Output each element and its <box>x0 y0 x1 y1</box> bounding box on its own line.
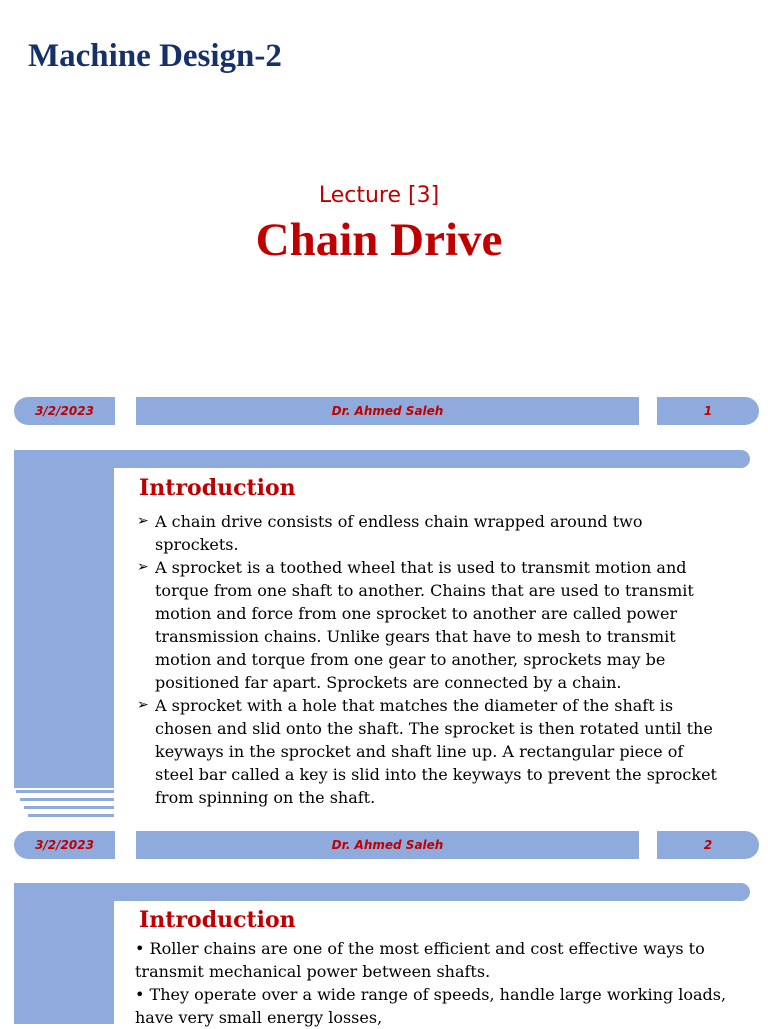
decor-line <box>16 790 114 793</box>
paragraph-block <box>135 937 735 1029</box>
footer-author: Dr. Ahmed Saleh <box>331 838 444 852</box>
bullet-list <box>137 510 727 809</box>
bullet-text: A sprocket with a hole that matches the diameter of the shaft is chosen and slid onto the shaft. The sprocket is then rotated until the keyways in the sprocket and shaft line up. A rectangular piece of steel bar called a key is slid into the keyways to prevent the sprocket from spinning on the shaft. <box>155 696 717 807</box>
footer-page-bar <box>657 397 759 425</box>
arrow-bullet-icon: ➢ <box>137 559 149 575</box>
footer-page-number: 2 <box>703 838 713 852</box>
footer-date: 3/2/2023 <box>35 838 94 852</box>
footer-author: Dr. Ahmed Saleh <box>331 404 444 418</box>
slide-left-band <box>14 450 114 788</box>
section-heading: Introduction <box>139 475 296 501</box>
decor-line <box>20 798 114 801</box>
bullet-item <box>137 510 727 556</box>
footer-author-bar <box>136 397 639 425</box>
footer-date-bar <box>14 397 115 425</box>
bullet-text: A sprocket is a toothed wheel that is used to transmit motion and torque from one shaft to another. Chains that are used to transmit motion and force from one sprocket to another are called power transmission chains. Unlike gears that have to mesh to transmit motion and torque from one gear to another, sprockets may be positioned far apart. Sprockets are connected by a chain. <box>155 558 694 692</box>
footer-date-bar <box>14 831 115 859</box>
course-title: Machine Design-2 <box>28 38 282 74</box>
footer-author-bar <box>136 831 639 859</box>
footer-page-bar <box>657 831 759 859</box>
slide-top-band <box>14 883 750 901</box>
slide-top-band <box>14 450 750 468</box>
section-heading: Introduction <box>139 907 296 933</box>
lecture-number: Lecture [3] <box>318 183 440 208</box>
decor-line <box>24 806 114 809</box>
paragraph-item: • They operate over a wide range of speeds, handle large working loads, have very small energy losses, <box>135 985 727 1027</box>
lecture-title: Chain Drive <box>255 214 503 266</box>
bullet-item <box>137 556 727 694</box>
bullet-text: A chain drive consists of endless chain wrapped around two sprockets. <box>155 512 643 554</box>
bullet-item <box>137 694 727 809</box>
arrow-bullet-icon: ➢ <box>137 513 149 529</box>
arrow-bullet-icon: ➢ <box>137 697 149 713</box>
slide-left-band <box>14 883 114 1024</box>
footer-date: 3/2/2023 <box>35 404 94 418</box>
paragraph-item: • Roller chains are one of the most efficient and cost effective ways to transmit mechanical power between shafts. <box>135 939 705 981</box>
footer-page-number: 1 <box>703 404 713 418</box>
decor-line <box>28 814 114 817</box>
